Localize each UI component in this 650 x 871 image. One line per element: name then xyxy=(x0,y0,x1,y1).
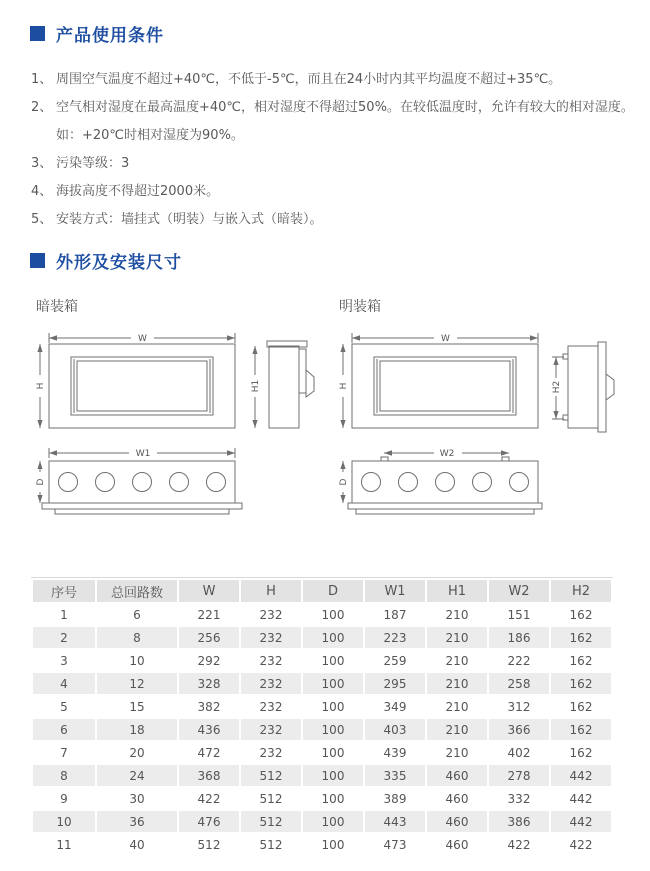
table-cell-index: 9 xyxy=(33,788,95,809)
table-cell-d: 100 xyxy=(303,604,363,625)
table-cell-circuits: 18 xyxy=(97,719,177,740)
table-cell-d: 100 xyxy=(303,696,363,717)
condition-number: 1、 xyxy=(31,72,53,87)
condition-text: 如：+20℃时相对湿度为90%。 xyxy=(56,128,244,143)
diagrams-row xyxy=(33,299,650,527)
table-cell-w1: 403 xyxy=(365,719,425,740)
table-cell-h2: 442 xyxy=(551,788,611,809)
drawing-lines xyxy=(40,333,314,428)
table-cell-h2: 162 xyxy=(551,673,611,694)
table-cell-d: 100 xyxy=(303,834,363,855)
table-cell-h: 232 xyxy=(241,742,301,763)
condition-item xyxy=(31,212,650,227)
table-row xyxy=(33,650,611,671)
table-row xyxy=(33,696,611,717)
table-cell-w2: 402 xyxy=(489,742,549,763)
table-cell-w: 476 xyxy=(179,811,239,832)
table-cell-circuits: 10 xyxy=(97,650,177,671)
table-row xyxy=(33,811,611,832)
table-cell-w: 328 xyxy=(179,673,239,694)
condition-text: 空气相对湿度在最高温度+40℃，相对湿度不得超过50%。在较低温度时，允许有较大的相对湿度。 xyxy=(56,100,634,115)
table-row xyxy=(33,788,611,809)
table-cell-index: 10 xyxy=(33,811,95,832)
condition-text: 海拔高度不得超过2000米。 xyxy=(56,184,220,199)
surface-box-diagram-block xyxy=(336,299,621,527)
table-cell-h1: 210 xyxy=(427,742,487,763)
table-cell-circuits: 15 xyxy=(97,696,177,717)
usage-section-header xyxy=(30,21,650,46)
table-cell-h1: 210 xyxy=(427,627,487,648)
table-cell-d: 100 xyxy=(303,742,363,763)
table-cell-w: 422 xyxy=(179,788,239,809)
table-cell-circuits: 30 xyxy=(97,788,177,809)
table-cell-h1: 210 xyxy=(427,673,487,694)
table-cell-index: 1 xyxy=(33,604,95,625)
table-cell-h: 232 xyxy=(241,650,301,671)
table-cell-circuits: 12 xyxy=(97,673,177,694)
table-row xyxy=(33,604,611,625)
table-cell-w: 256 xyxy=(179,627,239,648)
drawing-lines xyxy=(343,453,542,514)
table-cell-d: 100 xyxy=(303,673,363,694)
table-row xyxy=(33,834,611,855)
table-row xyxy=(33,673,611,694)
table-cell-circuits: 8 xyxy=(97,627,177,648)
dim-label-h: H xyxy=(36,382,46,390)
column-header: 序号 xyxy=(33,580,95,602)
table-row xyxy=(33,719,611,740)
table-cell-w1: 349 xyxy=(365,696,425,717)
outline-section-header xyxy=(30,248,650,273)
table-cell-h1: 460 xyxy=(427,834,487,855)
table-cell-d: 100 xyxy=(303,811,363,832)
square-bullet-icon xyxy=(30,253,45,268)
concealed-box-bottom-diagram xyxy=(33,445,318,527)
condition-text: 污染等级：3 xyxy=(56,156,130,171)
condition-number: 3、 xyxy=(31,156,53,171)
drawing-lines xyxy=(343,333,614,432)
table-cell-h: 512 xyxy=(241,788,301,809)
table-cell-w1: 223 xyxy=(365,627,425,648)
table-cell-w1: 389 xyxy=(365,788,425,809)
dim-label-d: D xyxy=(339,478,349,486)
table-cell-index: 4 xyxy=(33,673,95,694)
table-cell-h2: 162 xyxy=(551,650,611,671)
dimension-arrows xyxy=(340,335,558,428)
table-cell-w2: 332 xyxy=(489,788,549,809)
dim-label-w: W xyxy=(138,334,147,344)
table-cell-h2: 442 xyxy=(551,811,611,832)
table-cell-d: 100 xyxy=(303,650,363,671)
table-cell-h2: 162 xyxy=(551,627,611,648)
table-cell-h2: 422 xyxy=(551,834,611,855)
table-cell-w2: 222 xyxy=(489,650,549,671)
table-cell-h: 232 xyxy=(241,673,301,694)
column-header: H1 xyxy=(427,580,487,602)
table-cell-circuits: 24 xyxy=(97,765,177,786)
table-cell-index: 5 xyxy=(33,696,95,717)
condition-number: 2、 xyxy=(31,100,53,115)
table-cell-w2: 312 xyxy=(489,696,549,717)
table-cell-h1: 210 xyxy=(427,604,487,625)
table-body xyxy=(33,604,611,855)
condition-item xyxy=(31,184,650,199)
table-cell-h2: 162 xyxy=(551,742,611,763)
table-cell-w: 382 xyxy=(179,696,239,717)
table-cell-w1: 259 xyxy=(365,650,425,671)
dim-label-w2: W2 xyxy=(439,449,455,459)
table-cell-w: 368 xyxy=(179,765,239,786)
section-outline-dimensions xyxy=(0,248,650,527)
condition-text: 安装方式：墙挂式（明装）与嵌入式（暗装）。 xyxy=(56,212,323,227)
table-row xyxy=(33,627,611,648)
table-cell-h1: 210 xyxy=(427,719,487,740)
table-cell-index: 7 xyxy=(33,742,95,763)
surface-box-front-side-diagram xyxy=(336,330,621,435)
table-cell-d: 100 xyxy=(303,719,363,740)
table-cell-h2: 162 xyxy=(551,696,611,717)
square-bullet-icon xyxy=(30,26,45,41)
table-cell-w: 292 xyxy=(179,650,239,671)
table-row xyxy=(33,742,611,763)
table-cell-w1: 335 xyxy=(365,765,425,786)
table-cell-h: 512 xyxy=(241,765,301,786)
column-header: H2 xyxy=(551,580,611,602)
condition-number: 4、 xyxy=(31,184,53,199)
table-cell-h1: 460 xyxy=(427,765,487,786)
dim-label-h1: H1 xyxy=(251,379,261,393)
table-cell-w2: 366 xyxy=(489,719,549,740)
table-cell-circuits: 36 xyxy=(97,811,177,832)
table-cell-index: 3 xyxy=(33,650,95,671)
table-row xyxy=(33,765,611,786)
table-cell-w2: 186 xyxy=(489,627,549,648)
surface-box-label: 明装箱 xyxy=(339,299,381,315)
table-cell-circuits: 40 xyxy=(97,834,177,855)
section-usage-conditions xyxy=(0,21,650,227)
table-cell-d: 100 xyxy=(303,788,363,809)
table-cell-h1: 210 xyxy=(427,650,487,671)
table-cell-w: 436 xyxy=(179,719,239,740)
table-cell-h1: 460 xyxy=(427,788,487,809)
condition-item xyxy=(31,128,650,143)
table-cell-w2: 278 xyxy=(489,765,549,786)
outline-section-title: 外形及安装尺寸 xyxy=(56,253,182,273)
table-cell-w: 472 xyxy=(179,742,239,763)
table-cell-h: 232 xyxy=(241,604,301,625)
condition-item xyxy=(31,100,650,115)
column-header: W2 xyxy=(489,580,549,602)
table-cell-w2: 258 xyxy=(489,673,549,694)
table-cell-w1: 295 xyxy=(365,673,425,694)
table-cell-circuits: 20 xyxy=(97,742,177,763)
dimensions-table xyxy=(31,577,613,857)
table-cell-w2: 151 xyxy=(489,604,549,625)
column-header: D xyxy=(303,580,363,602)
table-cell-h: 232 xyxy=(241,696,301,717)
dim-label-d: D xyxy=(36,478,46,486)
table-cell-d: 100 xyxy=(303,765,363,786)
table-cell-index: 11 xyxy=(33,834,95,855)
column-header: H xyxy=(241,580,301,602)
table-cell-h2: 442 xyxy=(551,765,611,786)
table-cell-d: 100 xyxy=(303,627,363,648)
table-cell-index: 2 xyxy=(33,627,95,648)
table-cell-h2: 162 xyxy=(551,604,611,625)
table-cell-w2: 422 xyxy=(489,834,549,855)
table-cell-w1: 473 xyxy=(365,834,425,855)
column-header: W xyxy=(179,580,239,602)
concealed-box-front-side-diagram xyxy=(33,330,318,435)
table-cell-circuits: 6 xyxy=(97,604,177,625)
dim-label-w1: W1 xyxy=(135,449,151,459)
table-cell-w1: 443 xyxy=(365,811,425,832)
table-cell-h2: 162 xyxy=(551,719,611,740)
condition-text: 周围空气温度不超过+40℃，不低于-5℃，而且在24小时内其平均温度不超过+35℃。 xyxy=(56,72,562,87)
table-header-row xyxy=(33,580,611,602)
table-cell-w1: 439 xyxy=(365,742,425,763)
conditions-list xyxy=(31,72,650,227)
table-head xyxy=(33,580,611,602)
table-cell-w: 221 xyxy=(179,604,239,625)
condition-item xyxy=(31,72,650,87)
condition-number: 5、 xyxy=(31,212,53,227)
dim-label-h: H xyxy=(339,382,349,390)
surface-box-bottom-diagram xyxy=(336,445,621,527)
condition-item xyxy=(31,156,650,171)
dim-label-w: W xyxy=(441,334,450,344)
dim-label-h2: H2 xyxy=(552,380,562,394)
table-cell-index: 8 xyxy=(33,765,95,786)
table-cell-index: 6 xyxy=(33,719,95,740)
table-cell-h: 232 xyxy=(241,627,301,648)
usage-section-title: 产品使用条件 xyxy=(56,26,164,46)
dimension-arrows xyxy=(37,335,257,428)
table-cell-h: 512 xyxy=(241,834,301,855)
table-cell-h1: 460 xyxy=(427,811,487,832)
table-cell-h1: 210 xyxy=(427,696,487,717)
column-header: 总回路数 xyxy=(97,580,177,602)
column-header: W1 xyxy=(365,580,425,602)
table-cell-w: 512 xyxy=(179,834,239,855)
table-cell-h: 512 xyxy=(241,811,301,832)
table-cell-h: 232 xyxy=(241,719,301,740)
concealed-box-label: 暗装箱 xyxy=(36,299,78,315)
table-cell-w1: 187 xyxy=(365,604,425,625)
dimension-arrows xyxy=(340,450,509,503)
concealed-box-diagram-block xyxy=(33,299,318,527)
table-cell-w2: 386 xyxy=(489,811,549,832)
